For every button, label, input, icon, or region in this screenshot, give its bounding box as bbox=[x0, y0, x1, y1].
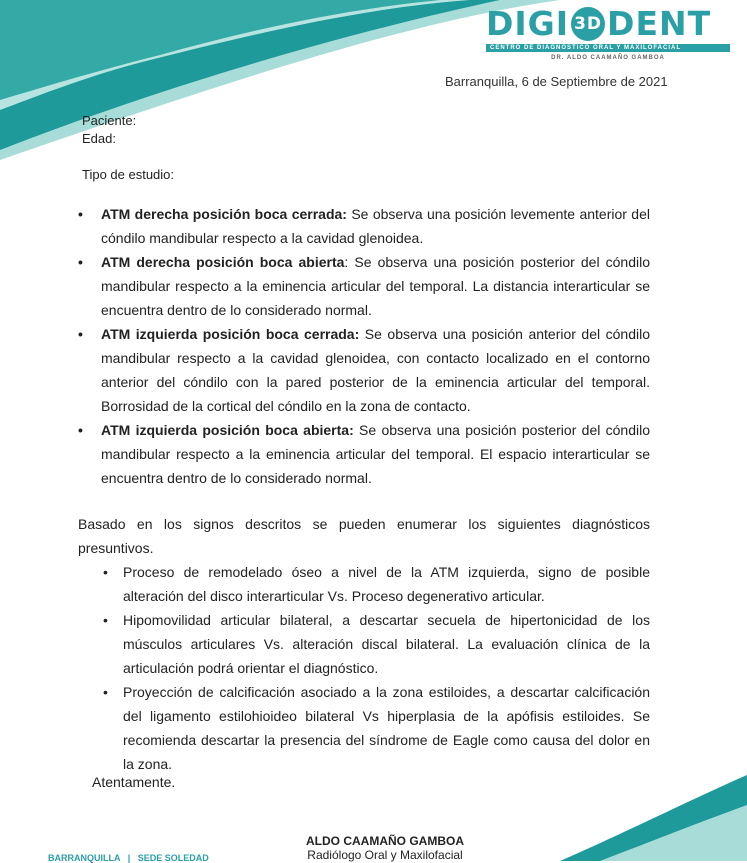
diagnosis-item: • Proyección de calcificación asociado a la zona estiloides, a descartar calcificación del ligamento estilohioideo bilateral Vs hiperplasia de la apófisis estiloides. Se recomienda descartar la presencia del síndrome de Eagle como causa del dolor en la zona. bbox=[78, 680, 650, 776]
finding-text: Se observa una posición levemente anterior del cóndilo mandibular respecto a la cavidad glenoidea. bbox=[101, 206, 650, 246]
finding-title: ATM derecha posición boca cerrada: bbox=[101, 206, 347, 222]
finding-title: ATM izquierda posición boca abierta: bbox=[101, 422, 354, 438]
logo-text-right: DENT bbox=[607, 4, 712, 43]
diagnosis-intro: Basado en los signos descritos se pueden enumerar los siguientes diagnósticos presuntivos. bbox=[78, 516, 650, 556]
footer-locations bbox=[48, 853, 209, 863]
company-logo bbox=[486, 6, 730, 61]
diagnosis-list bbox=[78, 560, 650, 776]
findings-list bbox=[78, 202, 650, 490]
closing-text: Atentamente. bbox=[92, 774, 176, 790]
study-type-label: Tipo de estudio: bbox=[82, 167, 175, 182]
logo-text-left: DIGI bbox=[486, 4, 570, 43]
diagnosis-item: • Hipomovilidad articular bilateral, a descartar secuela de hipertonicidad de los músculos articulares Vs. alteración discal bilateral. La evaluación clínica de la articulación podrá orientar el diagnóstico. bbox=[78, 608, 650, 680]
findings-section bbox=[78, 202, 650, 490]
finding-text: Se observa una posición posterior del cóndilo mandibular respecto a la eminencia articular del temporal. El espacio interarticular se encuentra dentro de lo considerado normal. bbox=[101, 422, 651, 486]
finding-title: ATM derecha posición boca abierta bbox=[101, 254, 345, 270]
patient-label: Paciente: bbox=[82, 113, 137, 128]
age-label: Edad: bbox=[82, 131, 116, 146]
finding-text: : Se observa una posición posterior del cóndilo mandibular respecto a la eminencia articular del temporal. La distancia interarticular se encuentra dentro de lo considerado normal. bbox=[101, 254, 650, 318]
diagnosis-section bbox=[78, 512, 650, 776]
finding-item bbox=[78, 418, 650, 490]
finding-text: Se observa una posición anterior del cóndilo mandibular respecto a la cavidad glenoidea, con contacto localizado en el contorno anterior del cóndilo con la pared posterior de la eminencia articular del temporal. Borrosidad de la cortical del cóndilo en la zona de contacto. bbox=[101, 326, 650, 414]
finding-item bbox=[78, 322, 650, 418]
signature-title: Radiólogo Oral y Maxilofacial bbox=[307, 848, 463, 862]
logo-tagline: CENTRO DE DIAGNÓSTICO ORAL Y MAXILOFACIAL bbox=[486, 44, 730, 52]
footer-city: BARRANQUILLA bbox=[48, 853, 121, 863]
footer-divider: | bbox=[127, 853, 131, 863]
report-date: Barranquilla, 6 de Septiembre de 2021 bbox=[445, 74, 668, 89]
logo-wordmark bbox=[486, 6, 730, 42]
logo-3d-badge: 3D bbox=[571, 7, 605, 41]
signature-name: ALDO CAAMAÑO GAMBOA bbox=[306, 834, 464, 848]
logo-doctor: DR. ALDO CAAMAÑO GAMBOA bbox=[551, 55, 665, 61]
signature-block bbox=[290, 834, 480, 862]
diagnosis-item: • Proceso de remodelado óseo a nivel de la ATM izquierda, signo de posible alteración del disco interarticular Vs. Proceso degenerativo articular. bbox=[78, 560, 650, 608]
finding-title: ATM izquierda posición boca cerrada: bbox=[101, 326, 360, 342]
finding-item bbox=[78, 202, 650, 250]
finding-item bbox=[78, 250, 650, 322]
footer-branch: SEDE SOLEDAD bbox=[137, 853, 209, 863]
